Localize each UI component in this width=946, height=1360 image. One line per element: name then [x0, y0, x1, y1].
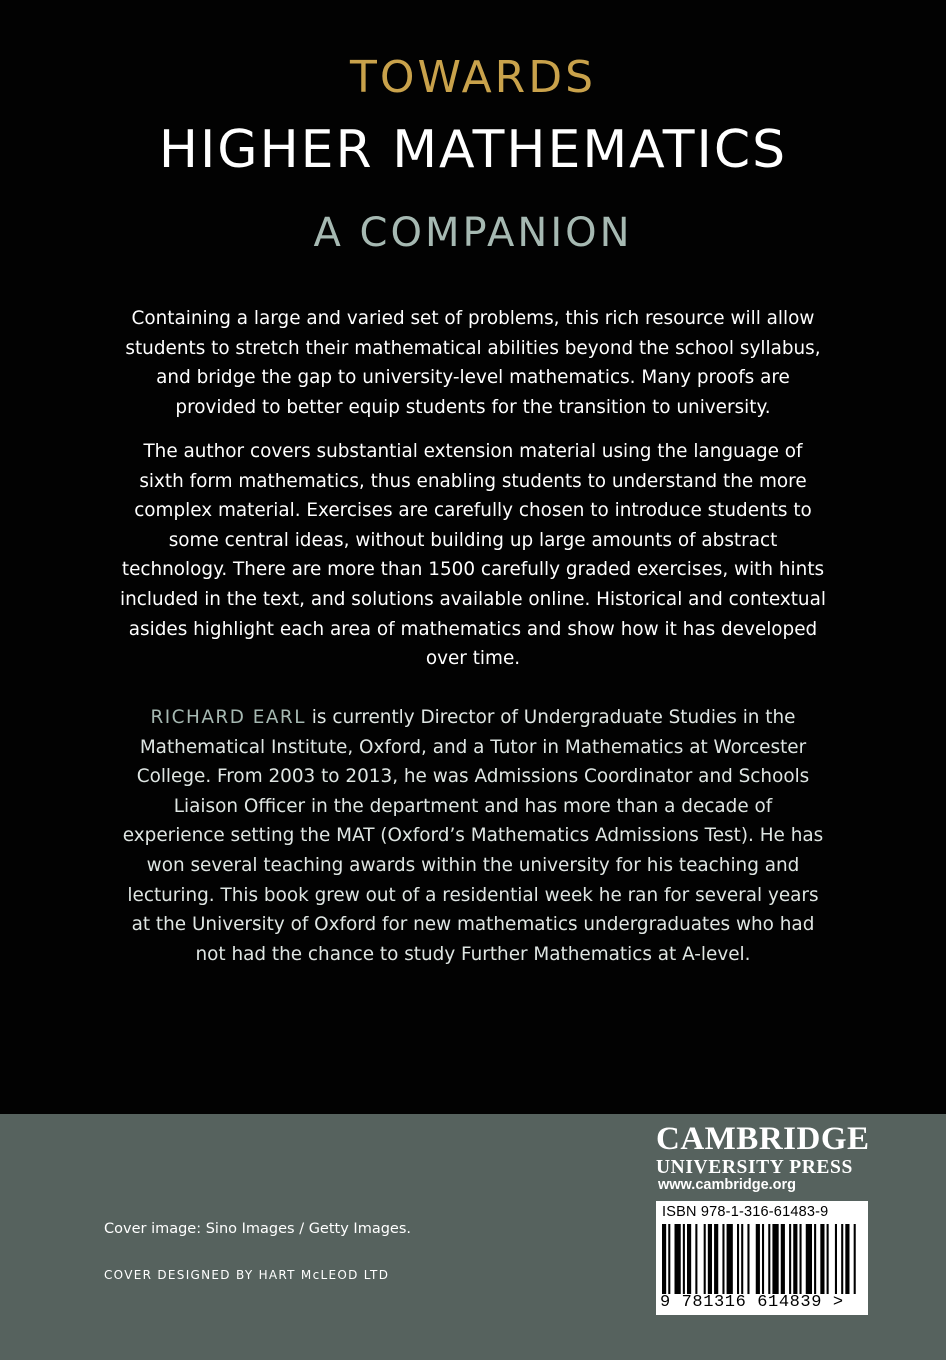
publisher-logo	[656, 1120, 876, 1178]
blurb-paragraph-1: Containing a large and varied set of problems, this rich resource will allow students to stretch their mathematical abilities beyond the school syllabus, and bridge the gap to university-level mathematics. Many proofs are provided to better equip students for the transition to university.	[125, 308, 821, 418]
title-towards: TOWARDS	[349, 52, 597, 103]
author-name: RICHARD EARL	[150, 707, 306, 728]
author-biography	[120, 703, 826, 969]
author-bio-text: is currently Director of Undergraduate Studies in the Mathematical Institute, Oxford, and a Tutor in Mathematics at Worcester College. From 2003 to 2013, he was Admissions Coordinator and Schools Liaison Officer in the department and has more than a decade of experience setting the MAT (Oxford’s Mathematics Admissions Test). He has won several teaching awards within the university for his teaching and lecturing. This book grew out of a residential week he ran for several years at the University of Oxford for new mathematics undergraduates who had not had the chance to study Further Mathematics at A-level.	[122, 707, 824, 965]
cover-design-credit: COVER DESIGNED BY HART McLEOD LTD	[104, 1268, 390, 1282]
barcode-icon	[662, 1224, 862, 1294]
publisher-name: CAMBRIDGE	[656, 1121, 870, 1157]
publisher-url: www.cambridge.org	[658, 1177, 797, 1193]
blurb-paragraph-2: The author covers substantial extension material using the language of sixth form mathematics, thus enabling students to understand the more complex material. Exercises are carefully chosen to introduce students to some central ideas, without building up large amounts of abstract technology. There are more than 1500 carefully graded exercises, with hints included in the text, and solutions available online. Historical and contextual asides highlight each area of mathematics and show how it has developed over time.	[120, 441, 826, 670]
ean-digits: 9 781316 614839 >	[660, 1293, 844, 1312]
isbn-barcode-box	[656, 1201, 868, 1315]
publisher-subname: UNIVERSITY PRESS	[656, 1157, 853, 1178]
title-a-companion: A COMPANION	[313, 210, 633, 256]
title-higher-mathematics: HIGHER MATHEMATICS	[158, 120, 788, 180]
cover-image-credit: Cover image: Sino Images / Getty Images.	[104, 1221, 411, 1237]
isbn-number: ISBN 978-1-316-61483-9	[662, 1204, 829, 1220]
